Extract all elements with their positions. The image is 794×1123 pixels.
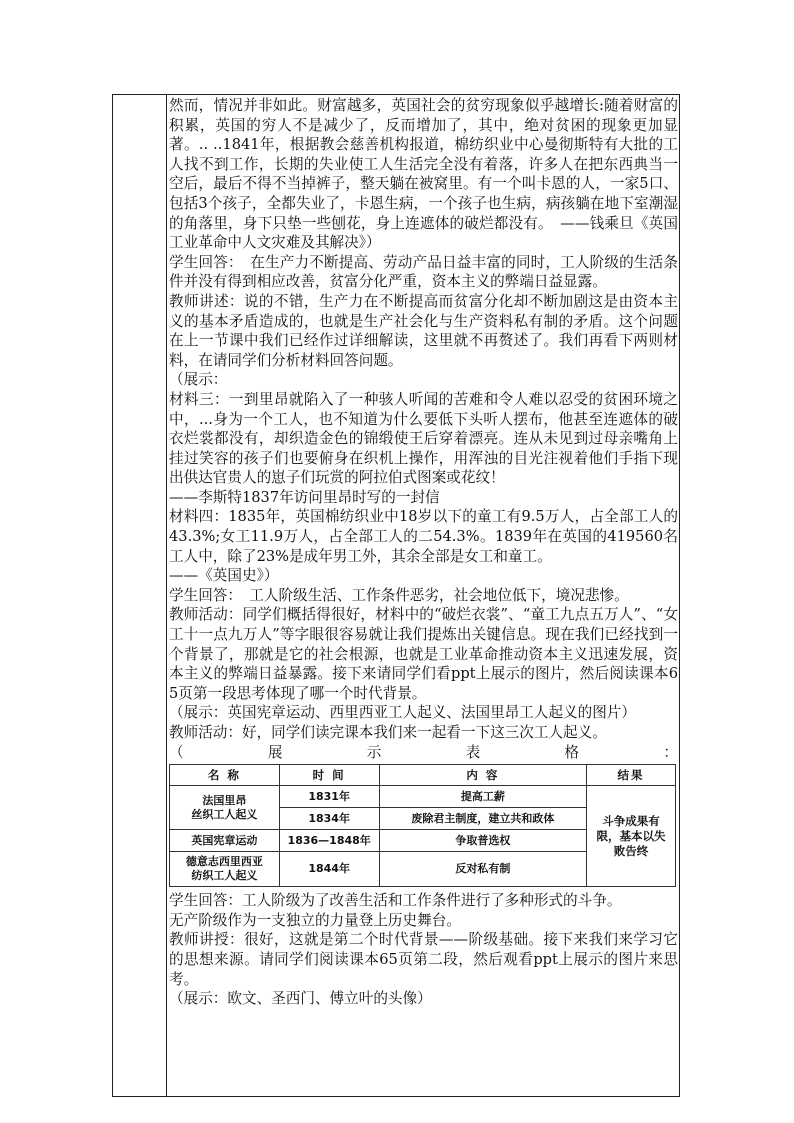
header-content: 内 容 bbox=[379, 765, 587, 786]
caption-char: ： bbox=[663, 743, 678, 761]
teacher-narration-1: 教师讲述：说的不错，生产力在不断提高而贫富分化却不断加剧这是由资本主义的基本矛盾造成的，也就是生产社会化与生产资料私有制的矛盾。这个问题在上一节课中我们已经作过详细解读，这里就不再赘述了。我们再看下两则材料，在请同学们分析材料回答问题。 bbox=[169, 292, 678, 369]
column-divider bbox=[166, 94, 167, 1097]
cell-time: 1836—1848年 bbox=[279, 830, 379, 852]
caption-char: 展 bbox=[267, 743, 283, 761]
caption-char: （ bbox=[169, 743, 184, 761]
cell-result: 斗争成果有限，基本以失败告终 bbox=[587, 786, 676, 887]
cell-time: 1844年 bbox=[279, 852, 379, 887]
material-three: 材料三：一到里昂就陷入了一种骇人听闻的苦难和令人难以忍受的贫困环境之中，...身为一个工人，也不知道为什么要低下头听人摆布，他甚至连遮体的破衣烂裳都没有，却织造金色的锦缎使王后穿着漂亮。连从未见到过母亲嘴角上挂过笑容的孩子们也要俯身在织机上操作，用浑浊的目光注视着他们手指下现出供达官贵人的崽子们玩赏的阿拉伯式图案或花纹！ bbox=[169, 390, 678, 487]
material-four-source: ——《英国史》） bbox=[169, 567, 279, 585]
student-answer-2: 学生回答： 工人阶级生活、工作条件恶劣，社会地位低下，境况悲惨。 bbox=[169, 586, 629, 604]
student-answer-1: 学生回答： 在生产力不断提高、劳动产品日益丰富的同时，工人阶级的生活条件并没有得到相应改善，贫富分化严重，资本主义的弊端日益显露。 bbox=[169, 253, 678, 291]
caption-char: 表 bbox=[465, 743, 481, 761]
cell-content: 争取普选权 bbox=[379, 830, 587, 852]
material-four: 材料四：1835年，英国棉纺织业中18岁以下的童工有9.5万人，占全部工人的43.3%;女工11.9万人，占全部工人的二54.3%。1839年在英国的419560名工人中，除了23%是成年男工外，其余全部是女工和童工。 bbox=[169, 508, 678, 565]
caption-char: 格 bbox=[564, 743, 580, 761]
header-name: 名 称 bbox=[170, 765, 280, 786]
cell-time: 1831年 bbox=[279, 786, 379, 808]
display-portraits: （展示：欧文、圣西门、傅立叶的头像） bbox=[169, 990, 432, 1008]
material-two-quote: 然而，情况并非如此。财富越多，英国社会的贫穷现象似乎越增长:随着财富的积累，英国的穷人不是减少了，反而增加了，其中，绝对贫困的现象更加显著。.. ..1841年，根据教会慈善机构报道，棉纺织业中心曼彻斯特有大批的工人找不到工作，长期的失业使工人生活完全没有着落，许多人在把东西典当一空后，最后不得不当掉裤子，整天躺在被窝里。有一个叫卡恩的人，一家5口、包括3个孩子，全都失业了，卡恩生病，一个孩子也生病，病孩躺在地下室潮湿的角落里，身下只垫一些刨花，身上连遮体的破烂都没有。 ——钱乘旦《英国工业革命中人文灾难及其解决》） bbox=[169, 97, 678, 252]
teacher-activity-2: 教师活动：好，同学们读完课本我们来一起看一下这三次工人起义。 bbox=[169, 724, 607, 741]
uprisings-table-wrap bbox=[169, 764, 676, 887]
display-pictures: （展示：英国宪章运动、西里西亚工人起义、法国里昂工人起义的图片） bbox=[169, 704, 637, 722]
teacher-activity-1: 教师活动：同学们概括得很好，材料中的“破烂衣裳”、“童工九点五万人”、“女工十一点九万人”等字眼很容易就让我们提炼出关键信息。现在我们已经找到一个背景了，那就是它的社会根源，也就是工业革命推动资本主义迅速发展，资本主义的弊端日益暴露。接下来请同学们看ppt上展示的图片，然后阅读课本65页第一段思考体现了哪一个时代背景。 bbox=[169, 606, 678, 702]
cell-content: 废除君主制度，建立共和政体 bbox=[379, 808, 587, 830]
cell-time: 1834年 bbox=[279, 808, 379, 830]
proletariat-statement: 无产阶级作为一支独立的力量登上历史舞台。 bbox=[169, 911, 461, 929]
cell-content: 反对私有制 bbox=[379, 852, 587, 887]
cell-name: 德意志西里西亚 纺织工人起义 bbox=[170, 852, 280, 887]
uprisings-table bbox=[169, 764, 676, 887]
table-row bbox=[170, 786, 676, 808]
table-caption bbox=[169, 743, 678, 763]
teacher-lecture: 教师讲授：很好，这就是第二个时代背景——阶级基础。接下来我们来学习它的思想来源。请同学们阅读课本65页第二段，然后观看ppt上展示的图片来思考。 bbox=[169, 931, 678, 988]
cell-name: 法国里昂 丝织工人起义 bbox=[170, 786, 280, 830]
student-answer-3: 学生回答：工人阶级为了改善生活和工作条件进行了多种形式的斗争。 bbox=[169, 892, 622, 910]
lesson-content-cell bbox=[169, 96, 678, 1009]
cell-content: 提高工薪 bbox=[379, 786, 587, 808]
cell-name: 英国宪章运动 bbox=[170, 830, 280, 852]
display-open: （展示： bbox=[169, 371, 228, 389]
header-time: 时 间 bbox=[279, 765, 379, 786]
header-result: 结果 bbox=[587, 765, 676, 786]
material-three-source: ——李斯特1837年访问里昂时写的一封信 bbox=[169, 488, 440, 506]
caption-char: 示 bbox=[366, 743, 382, 761]
